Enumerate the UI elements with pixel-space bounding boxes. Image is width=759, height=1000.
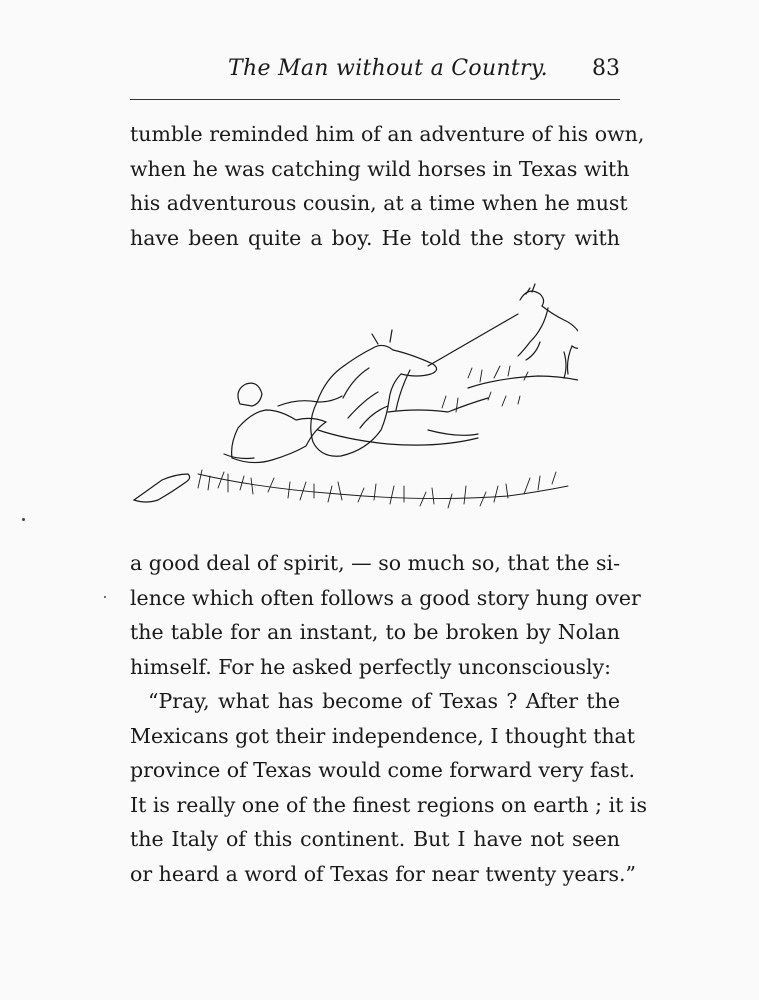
ink-speck [104, 596, 106, 598]
text-line: the table for an instant, to be broken by Nolan [130, 620, 620, 644]
text-line: It is really one of the finest regions on earth ; it is [130, 792, 647, 817]
header-rule [130, 99, 620, 100]
ink-speck [22, 518, 25, 521]
running-title: The Man without a Country. [228, 56, 548, 81]
distant-horse-drawing [518, 284, 578, 378]
text-line: when he was catching wild horses in Texas with [130, 156, 630, 181]
fallen-man-drawing [224, 383, 342, 462]
lasso-rope [428, 314, 518, 366]
text-line: a good deal of spirit, — so much so, that the si- [130, 551, 620, 575]
text-line: the Italy of this continent. But I have not seen [130, 827, 620, 851]
illustration-fallen-horse [128, 278, 578, 528]
text-line: province of Texas would come forward very fast. [130, 758, 636, 782]
text-line: have been quite a boy. He told the story with [130, 225, 620, 250]
text-line: himself. For he asked perfectly unconsciously: [130, 654, 612, 679]
text-line: “Pray, what has become of Texas ? After the [148, 689, 620, 713]
hat-drawing [134, 474, 190, 502]
paragraph-bottom [130, 546, 647, 891]
text-line: tumble reminded him of an adventure of his own, [130, 122, 645, 146]
running-head [130, 52, 620, 88]
page-number: 83 [592, 56, 620, 81]
text-line: or heard a word of Texas for near twenty years.” [130, 861, 637, 886]
text-line: Mexicans got their independence, I thought that [130, 723, 636, 748]
fallen-horse-drawing [311, 330, 488, 456]
paragraph-top [130, 117, 645, 255]
text-line: his adventurous cousin, at a time when he must [130, 191, 628, 215]
text-line: lence which often follows a good story hung over [130, 585, 641, 610]
grass-strokes [198, 366, 568, 508]
